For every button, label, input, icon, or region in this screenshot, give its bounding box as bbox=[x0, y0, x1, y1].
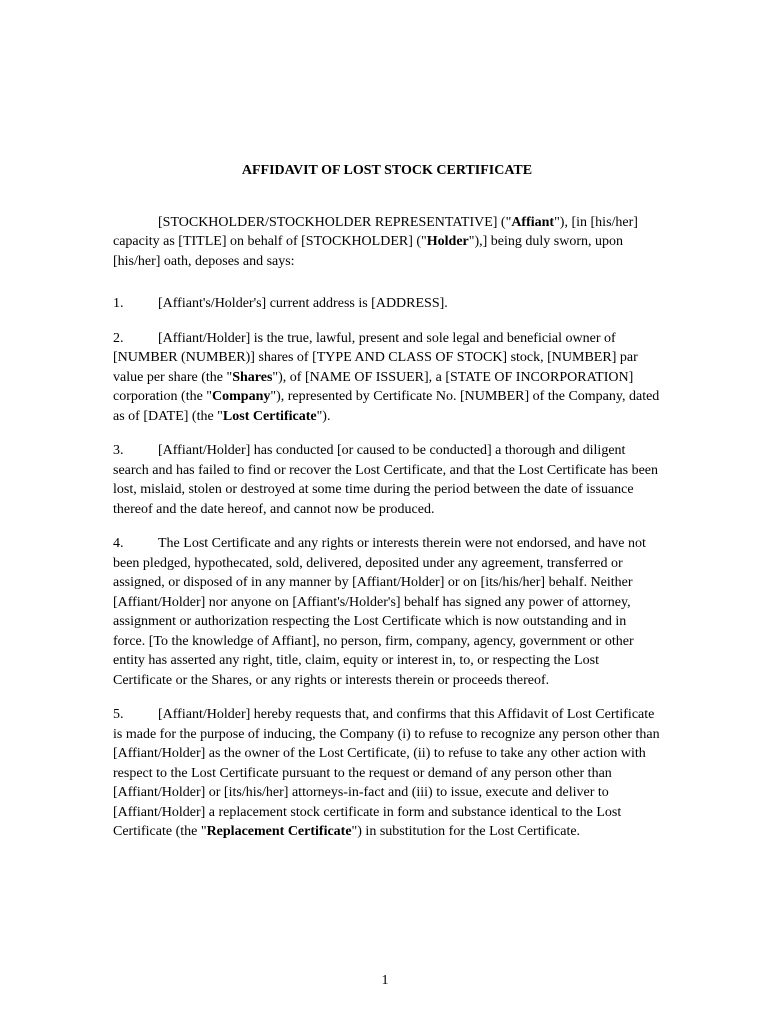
defined-term-holder: Holder bbox=[426, 234, 469, 249]
intro-text-1: [STOCKHOLDER/STOCKHOLDER REPRESENTATIVE] (" bbox=[158, 214, 512, 230]
page-number: 1 bbox=[381, 973, 389, 988]
document-body bbox=[113, 161, 661, 857]
paragraph-text: ") in substitution for the Lost Certificate. bbox=[351, 824, 581, 839]
paragraph-text: [Affiant/Holder] is the true, lawful, present and sole legal and beneficial owner of [NUMBER (NUMBER)] shares of [TYPE AND CLASS OF STOCK] stock, [NUMBER] par value per share (the " bbox=[113, 330, 638, 385]
paragraph-number: 2. bbox=[113, 330, 124, 346]
intro-paragraph bbox=[113, 213, 661, 272]
paragraph-1 bbox=[113, 294, 661, 314]
paragraph-text: "), of [NAME OF ISSUER], a [STATE OF INCORPORATION] corporation (the " bbox=[113, 369, 634, 404]
defined-term-company: Company bbox=[212, 389, 271, 404]
defined-term-affiant: Affiant bbox=[511, 214, 555, 230]
defined-term-shares: Shares bbox=[232, 369, 273, 385]
paragraph-text: [Affiant/Holder] hereby requests that, and confirms that this Affidavit of Lost Certificate is made for the purpose of inducing, the Company (i) to refuse to recognize any person other than [Affiant/Holder] as the owner of the Lost Certificate, (ii) to refuse to take any other action with respect to the Lost Certificate pursuant to the request or demand of any person other than [Affiant/Holder] or [its/his/her] attorneys-in-fact and (iii) to issue, execute and deliver to [Affiant/Holder] a replacement stock certificate in form and substance identical to the Lost Certificate (the " bbox=[113, 707, 660, 839]
intro-text-3: "),] being duly sworn, upon [his/her] oath, deposes and says: bbox=[113, 234, 624, 269]
paragraph-text: "). bbox=[316, 408, 331, 424]
document-title: AFFIDAVIT OF LOST STOCK CERTIFICATE bbox=[241, 163, 533, 178]
paragraph-2 bbox=[113, 329, 661, 427]
paragraph-text: "), represented by Certificate No. [NUMBER] of the Company, dated as of [DATE] (the " bbox=[113, 389, 660, 424]
defined-term-lost-certificate: Lost Certificate bbox=[222, 408, 317, 424]
paragraph-number: 5. bbox=[113, 707, 124, 722]
paragraph-4 bbox=[113, 534, 661, 690]
paragraph-text: The Lost Certificate and any rights or interests therein were not endorsed, and have not been pledged, hypothecated, sold, delivered, deposited under any agreement, transferred or assigned, or disposed of in any manner by [Affiant/Holder] or on [its/his/her] behalf. Neither [Affiant/Holder] nor anyone on [Affiant's/Holder's] behalf has signed any power of attorney, assignment or authorization respecting the Lost Certificate which is now outstanding and in force. [To the knowledge of Affiant], no person, firm, company, agency, government or other entity has asserted any right, title, claim, equity or interest in, to, or respecting the Lost Certificate or the Shares, or any rights or interests therein or proceeds thereof. bbox=[113, 536, 646, 688]
paragraph-text: [Affiant/Holder] has conducted [or caused to be conducted] a thorough and diligent search and has failed to find or recover the Lost Certificate, and that the Lost Certificate has been lost, mislaid, stolen or destroyed at some time during the period between the date of issuance thereof and the date hereof, and cannot now be produced. bbox=[113, 443, 659, 517]
defined-term-replacement-certificate: Replacement Certificate bbox=[206, 824, 352, 839]
paragraph-number: 3. bbox=[113, 443, 124, 458]
paragraph-5 bbox=[113, 705, 661, 842]
paragraph-text: [Affiant's/Holder's] current address is [ADDRESS]. bbox=[158, 296, 448, 311]
paragraph-number: 1. bbox=[113, 296, 124, 311]
intro-text-2: "), [in [his/her] capacity as [TITLE] on behalf of [STOCKHOLDER] (" bbox=[113, 214, 638, 249]
paragraph-3 bbox=[113, 441, 661, 519]
paragraph-number: 4. bbox=[113, 536, 124, 551]
